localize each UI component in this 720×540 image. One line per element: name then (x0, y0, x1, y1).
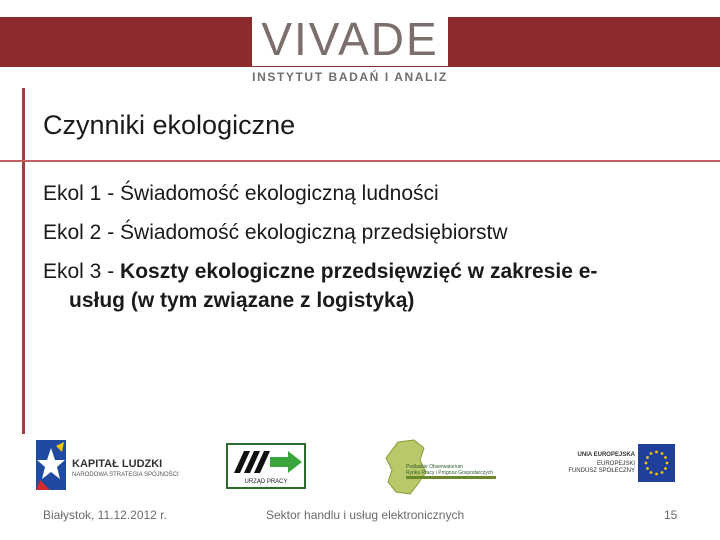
item-text: Świadomość ekologiczną ludności (120, 182, 439, 205)
item-prefix: Ekol 1 - (43, 182, 121, 205)
urzad-pracy-logo (226, 443, 306, 489)
arrow-icon (228, 445, 304, 479)
eu-flag-icon (638, 444, 675, 482)
logo-subtitle: INSTYTUT BADAŃ I ANALIZ (252, 70, 448, 84)
partner-logos (0, 438, 720, 498)
item-text: Koszty ekologiczne przedsięwzięć w zakresie e- (120, 260, 598, 283)
page-number: 15 (664, 508, 678, 522)
item-text: Świadomość ekologiczną przedsiębiorstw (120, 221, 508, 244)
item-prefix: Ekol 3 - (43, 260, 121, 283)
list-item (43, 174, 693, 213)
star-icon (36, 440, 66, 490)
slide-body (43, 174, 693, 320)
obserwatorium-text (406, 464, 493, 476)
eu-logo (545, 444, 675, 488)
item-continuation: usług (w tym związane z logistyką) (69, 289, 415, 312)
kl-title: KAPITAŁ LUDZKI (72, 458, 163, 470)
kl-subtitle: NARODOWA STRATEGIA SPÓJNOŚCI (72, 472, 179, 478)
urzad-pracy-label: URZĄD PRACY (244, 479, 288, 485)
logo-text: VIVADE (261, 13, 439, 65)
title-divider (0, 160, 720, 162)
obserwatorium-line2: Rynku Pracy i Prognoz Gospodarczych (406, 470, 493, 476)
footer-title: Sektor handlu i usług elektronicznych (266, 508, 465, 522)
eu-line1: UNIA EUROPEJSKA (577, 452, 635, 458)
vivade-logo (0, 0, 720, 86)
kapital-ludzki-logo (36, 440, 186, 492)
eu-line2: EUROPEJSKI (596, 461, 635, 467)
vertical-accent-line (22, 88, 25, 434)
footer-date: Białystok, 11.12.2012 r. (43, 508, 167, 522)
slide-title: Czynniki ekologiczne (43, 110, 296, 140)
obserwatorium-logo (380, 438, 500, 496)
item-prefix: Ekol 2 - (43, 221, 121, 244)
eu-line3: FUNDUSZ SPOŁECZNY (568, 468, 635, 474)
list-item (43, 213, 693, 252)
obserwatorium-line1: Podlaskie Obserwatorium (406, 464, 463, 470)
